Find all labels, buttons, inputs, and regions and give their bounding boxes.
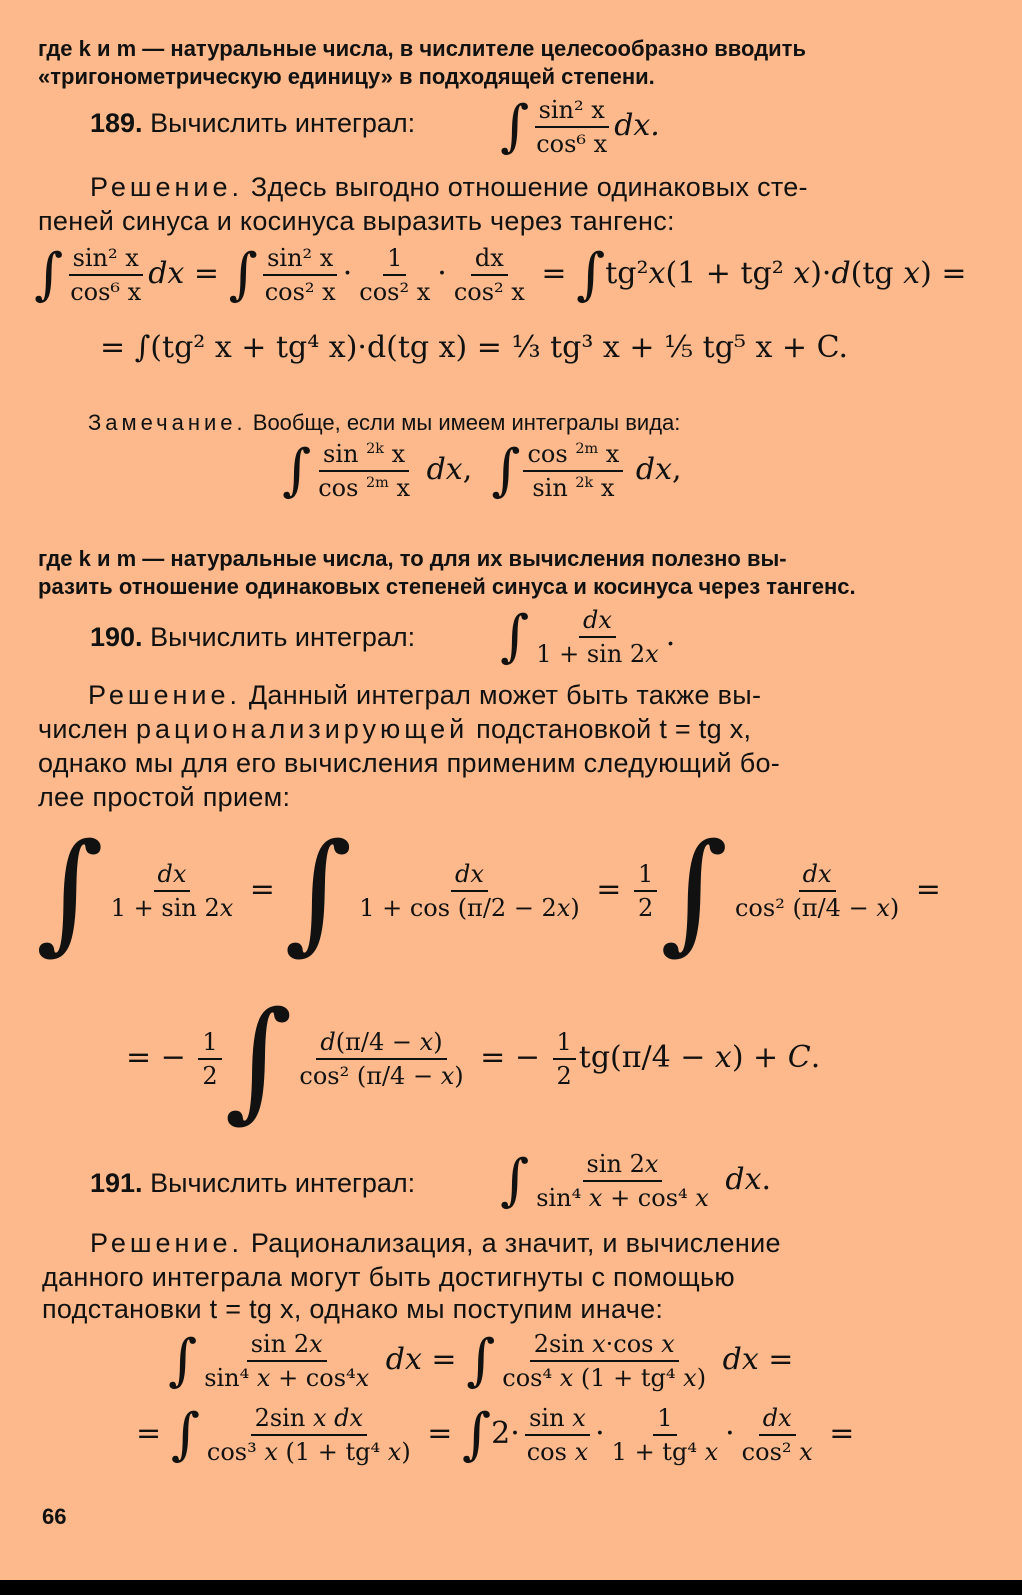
p190-derivation-2: = − $\frac{1}{2}$ ∫ $\frac{d(\pi/4 - x)}{\text{cos² (π/4 − x)}}$ = − $\frac{1}{2}$ tg(π/4 − x) + C.	[126, 983, 821, 1135]
intro-line-2: «тригонометрическую единицу» в подходящей степени.	[38, 64, 655, 89]
problem-190-heading: 190. Вычислить интеграл:	[90, 622, 416, 652]
remark-after-1: где k и m — натуральные числа, то для их вычисления полезно вы-	[38, 546, 787, 571]
remark-after-2: разить отношение одинаковых степеней синуса и косинуса через тангенс.	[38, 574, 856, 599]
p191-solution-line-3: подстановки t = tg x, однако мы поступим иначе:	[42, 1294, 664, 1324]
p189-derivation: ∫ $\frac{\text{sin² x}}{\text{cos⁶ x}}$ dx = ∫ $\frac{\text{sin² x}}{\text{cos² x}}$ · $\frac{1}{\text{cos² x}}$ · $\frac{dx}{\text{cos² x}}$ = ∫tg²x(1 + tg² x)·d(tg x) =	[34, 242, 967, 307]
page-number: 66	[42, 1504, 67, 1529]
p190-solution-line-4: лее простой прием:	[38, 782, 291, 812]
remark-integrals: ∫ $\frac{\sin ^{2k} x}{\cos ^{2m} x}$ dx, ∫ $\frac{\cos ^{2m} x}{\sin ^{2k} x}$ dx,	[282, 438, 682, 503]
problem-189-heading: 189. Вычислить интеграл:	[90, 108, 416, 138]
p189-solution-line-2: пеней синуса и косинуса выразить через тангенс:	[38, 206, 675, 236]
p190-solution-line-3: однако мы для его вычисления применим следующий бо-	[38, 748, 781, 778]
p190-solution-line-1: Решение. Данный интеграл может быть также вы-	[88, 680, 762, 710]
p191-derivation-2: = ∫ $\frac{\text{2sin x dx}}{\text{cos³ x (1 + tg⁴ x)}}$ = ∫2· $\frac{\text{sin x}}{\text{cos x}}$ · $\frac{1}{\text{1 + tg⁴ x}}$ · $\frac{dx}{\text{cos² x}}$ =	[136, 1402, 855, 1467]
p191-solution-line-1: Решение. Рационализация, а значит, и вычисление	[90, 1228, 781, 1258]
problem-191-integral: ∫ $\frac{\sin 2x}{\text{sin⁴ x + cos⁴ x}}$ dx.	[500, 1148, 772, 1213]
intro-line-1: где k и m — натуральные числа, в числителе целесообразно вводить	[38, 36, 806, 61]
p190-solution-line-2: числен рационализирующей подстановкой t = tg x,	[38, 714, 752, 744]
problem-189-integral: ∫ $\frac{\text{sin² x}}{\text{cos⁶ x}}$ dx.	[500, 94, 660, 159]
p189-solution-line-1: Решение. Здесь выгодно отношение одинаковых сте-	[90, 172, 808, 202]
problem-190-integral: ∫ $\frac{dx}{1 + \sin 2x}$ .	[500, 604, 676, 669]
problem-191-heading: 191. Вычислить интеграл:	[90, 1168, 416, 1198]
p189-result: = ∫(tg² x + tg⁴ x)·d(tg x) = ⅓ tg³ x + ⅕ tg⁵ x + C.	[100, 330, 849, 365]
p191-derivation-1: ∫ $\frac{\sin 2x}{\text{sin⁴ x + cos⁴x}}$ dx = ∫ $\frac{\text{2sin x·cos x}}{\text{cos⁴ x (1 + tg⁴ x)}}$ dx =	[168, 1328, 794, 1393]
p191-solution-line-2: данного интеграла могут быть достигнуты с помощью	[42, 1262, 735, 1292]
p190-derivation-1: ∫ $\frac{dx}{1 + \sin 2x}$ = ∫ $\frac{dx}{1 + \cos (\pi/2 - 2x)}$ = $\frac{1}{2}$ ∫ $\frac{dx}{\text{cos² (π/4 − x)}}$ =	[36, 815, 941, 967]
bottom-border	[0, 1580, 1022, 1595]
remark-line: Замечание. Вообще, если мы имеем интегралы вида:	[88, 410, 681, 435]
